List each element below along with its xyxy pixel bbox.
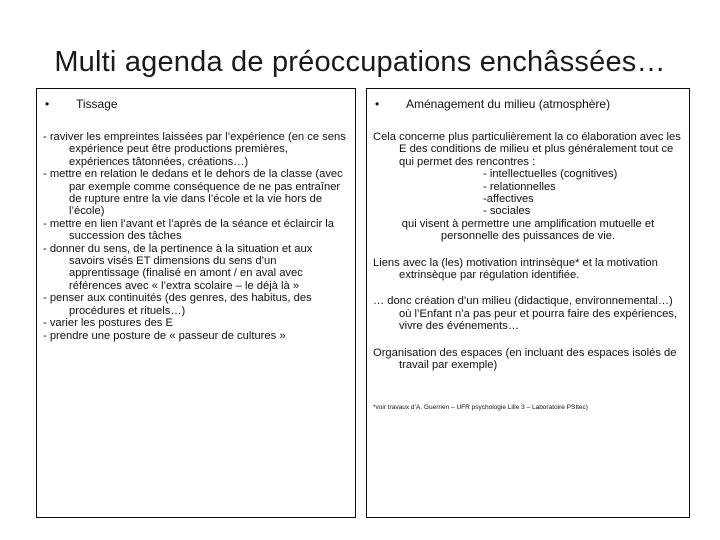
right-heading-text: Aménagement du milieu (atmosphère) bbox=[406, 97, 611, 111]
list-item: - mettre en relation le dedans et le dehors de la classe (avec par exemple comme conséquence de ne pas entraîner de rupture entre la vie dans l’école et la vie hors de l’école) bbox=[43, 168, 343, 218]
page-title: Multi agenda de préoccupations enchâssées… bbox=[54, 46, 666, 78]
outro-paragraph: qui visent à permettre une amplification mutuelle et personnelle des puissances de vie. bbox=[401, 217, 655, 243]
list-item: - penser aux continuités (des genres, des habitus, des procédures et rituels…) bbox=[43, 292, 312, 317]
footnote: *voir travaux d’A. Guerrien – UFR psychologie Lille 3 – Laboratoire PSItec) bbox=[373, 403, 588, 411]
right-panel bbox=[366, 88, 690, 518]
left-panel bbox=[36, 88, 356, 518]
sub-item: - sociales bbox=[483, 205, 531, 218]
list-item: - mettre en lien l’avant et l’après de la séance et éclaircir la succession des tâches bbox=[43, 217, 335, 243]
links-paragraph: Liens avec la (les) motivation intrinsèque* et la motivation extrinsèque par régulation identifiée. bbox=[373, 256, 658, 282]
sub-item: - relationnelles bbox=[483, 180, 556, 193]
right-body bbox=[373, 131, 683, 412]
creation-paragraph: … donc création d’un milieu (didactique, environnemental…) où l’Enfant n’a pas peur et pourra faire des expériences, vivre des événements… bbox=[373, 295, 677, 333]
list-item: - varier les postures des E bbox=[43, 317, 173, 330]
sub-item: -affectives bbox=[483, 193, 534, 206]
bullet-icon: • bbox=[375, 97, 380, 111]
list-item: - raviver les empreintes laissées par l’expérience (en ce sens expérience peut être productions premières, expériences tâtonnées, créations…) bbox=[43, 131, 346, 168]
left-heading-text: Tissage bbox=[76, 97, 118, 111]
left-body bbox=[43, 131, 349, 342]
sub-item: - intellectuelles (cognitives) bbox=[483, 168, 618, 181]
list-item: - donner du sens, de la pertinence à la situation et aux savoirs visés ET dimensions du sens d’un apprentissage (finalisé en amont / en aval avec références avec « l’extra scolaire – le déjà là » bbox=[43, 242, 313, 292]
list-item: - prendre une posture de « passeur de cultures » bbox=[43, 329, 286, 342]
spaces-paragraph: Organisation des espaces (en incluant des espaces isolés de travail par exemple) bbox=[373, 346, 677, 372]
intro-paragraph: Cela concerne plus particulièrement la co élaboration avec les E des conditions de milieu et plus généralement tout ce qui permet des rencontres : bbox=[373, 131, 681, 168]
bullet-icon: • bbox=[45, 97, 50, 111]
